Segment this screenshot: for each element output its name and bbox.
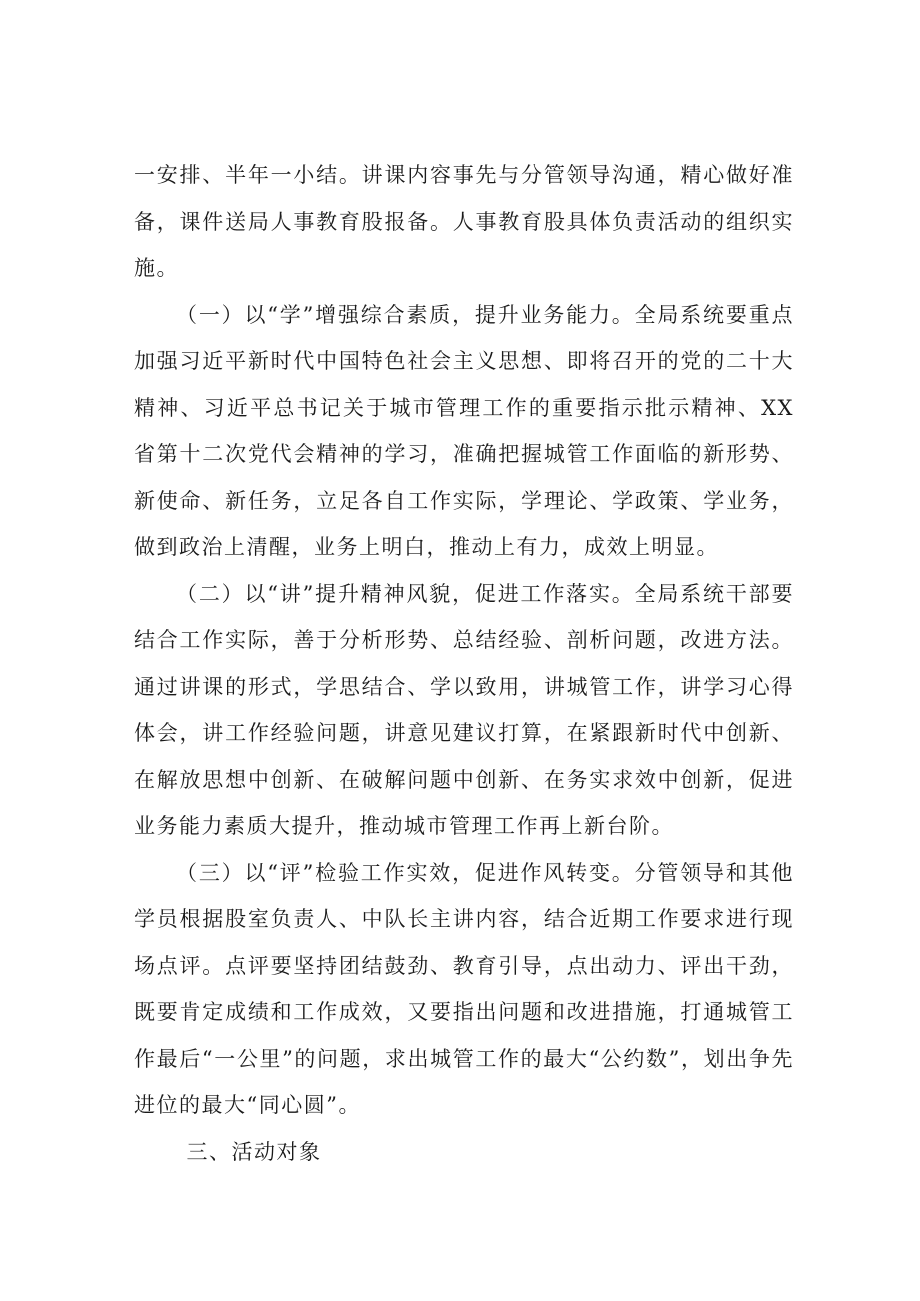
paragraph-review: （三）以“评”检验工作实效，促进作风转变。分管领导和其他学员根据股室负责人、中队长主讲内容，结合近期工作要求进行现场点评。点评要坚持团结鼓劲、教育引导，点出动力、评出干劲，既要肯定成绩和工作成效，又要指出问题和改进措施，打通城管工作最后“一公里”的问题，求出城管工作的最大“公约数”，划出争先进位的最大“同心圆”。 [134,860,794,1117]
paragraph-lecture: （二）以“讲”提升精神风貌，促进工作落实。全局系统干部要结合工作实际，善于分析形势、总结经验、剖析问题，改进方法。通过讲课的形式，学思结合、学以致用，讲城管工作，讲学习心得体会，讲工作经验问题，讲意见建议打算，在紧跟新时代中创新、在解放思想中创新、在破解问题中创新、在务实求效中创新，促进业务能力素质大提升，推动城市管理工作再上新台阶。 [134,581,794,838]
document-body [134,152,794,1175]
paragraph-study: （一）以“学”增强综合素质，提升业务能力。全局系统要重点加强习近平新时代中国特色社会主义思想、即将召开的党的二十大精神、习近平总书记关于城市管理工作的重要指示批示精神、XX省第十二次党代会精神的学习，准确把握城管工作面临的新形势、新使命、新任务，立足各自工作实际，学理论、学政策、学业务，做到政治上清醒，业务上明白，推动上有力，成效上明显。 [134,302,794,559]
paragraph-continuation: 一安排、半年一小结。讲课内容事先与分管领导沟通，精心做好准备，课件送局人事教育股报备。人事教育股具体负责活动的组织实施。 [134,163,794,280]
section-heading: 三、活动对象 [186,1139,322,1164]
